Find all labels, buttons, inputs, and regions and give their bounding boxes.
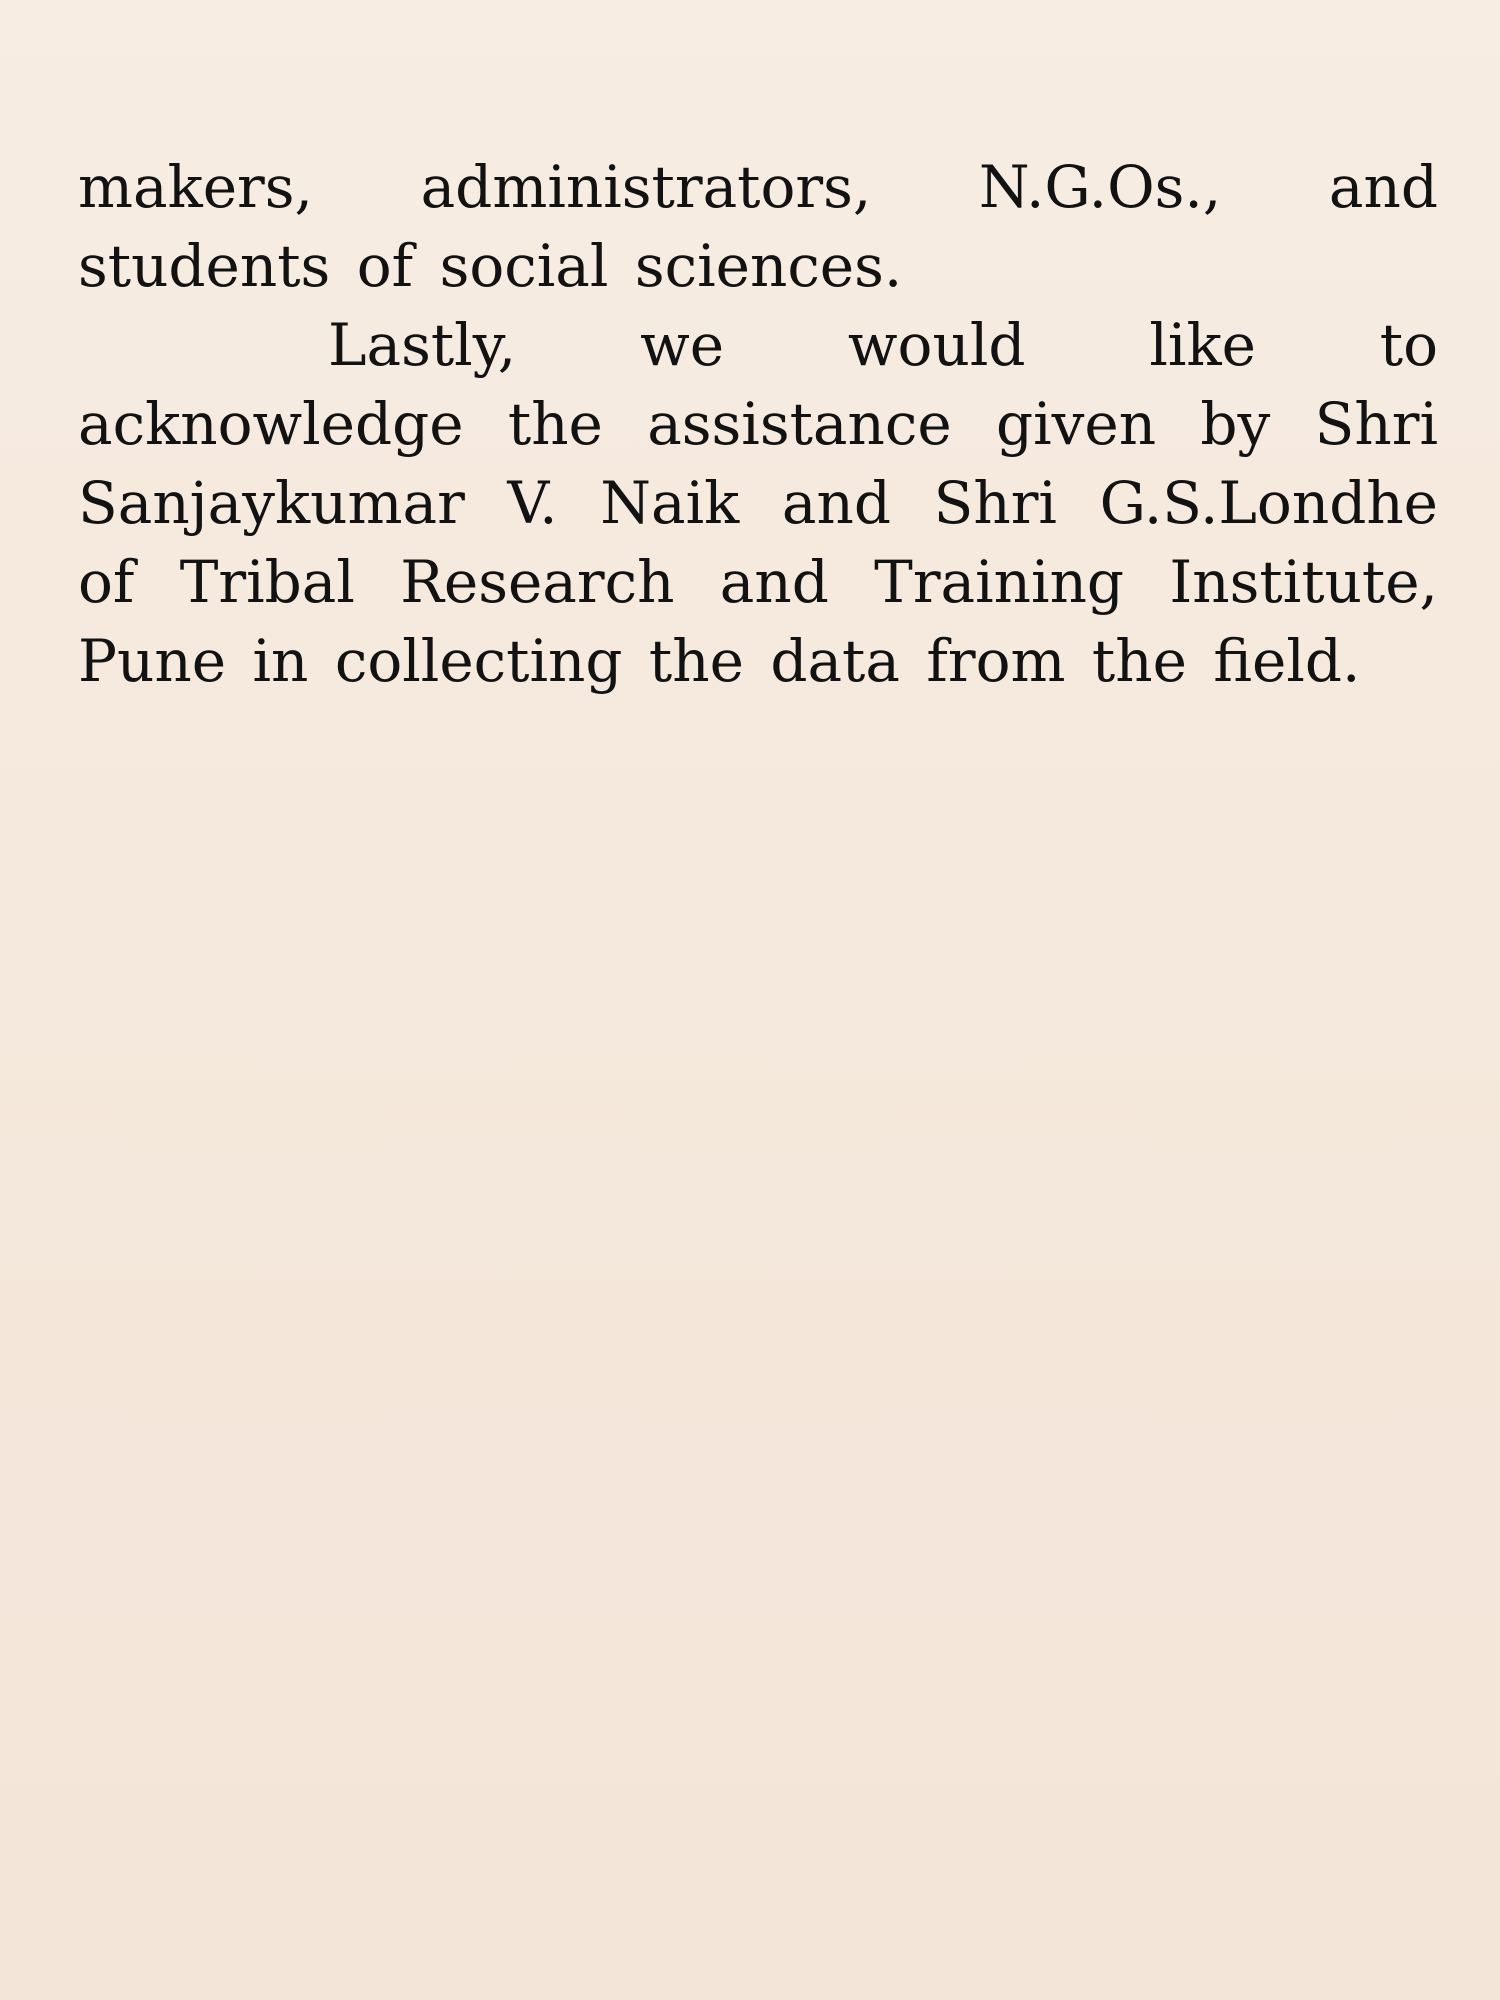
paragraph-2: Lastly, we would like to acknowledge the assistance given by Shri Sanjaykumar V. Naik and Shri G.S.Londhe of Tribal Research and Training Institute, Pune in collecting the data from the field. [78, 311, 1438, 695]
document-text-block [78, 148, 1438, 701]
paragraph-1: makers, administrators, N.G.Os., and students of social sciences. [78, 153, 1438, 300]
